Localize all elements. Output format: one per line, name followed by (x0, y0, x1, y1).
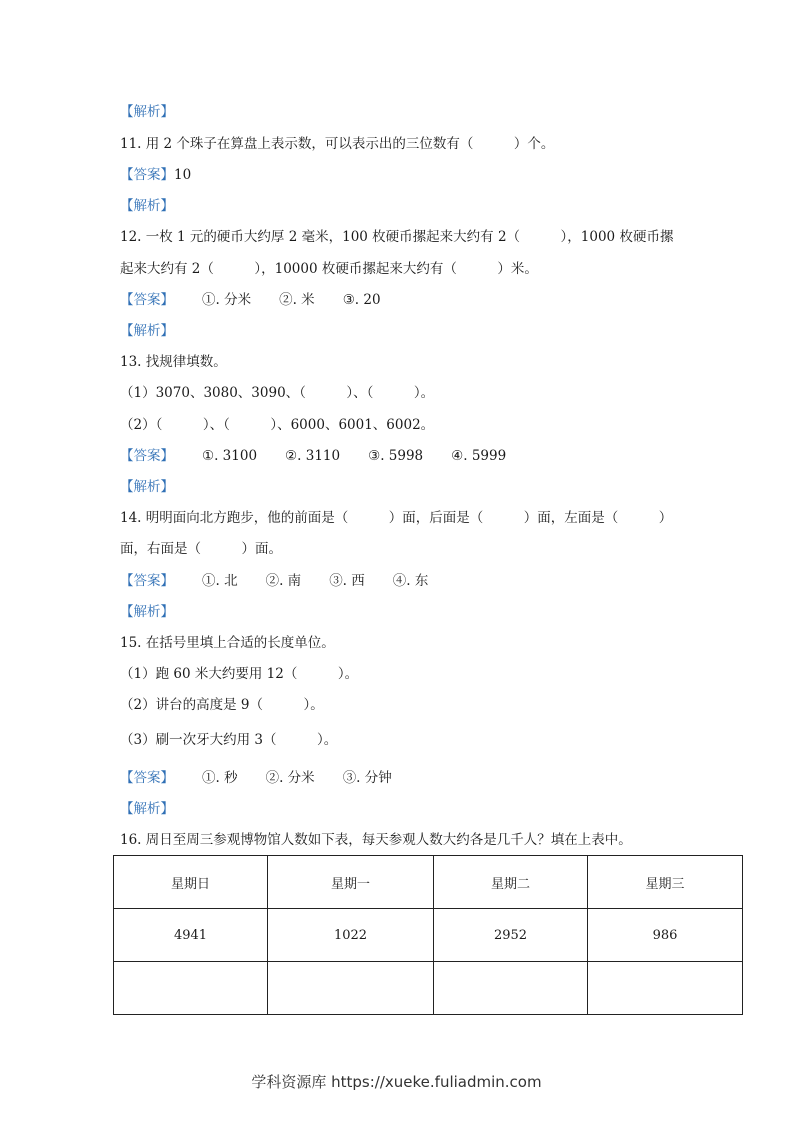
table-header-cell: 星期三 (588, 856, 743, 909)
analysis-label-q15: 【解析】 (120, 801, 174, 817)
table-cell: 986 (588, 909, 743, 962)
question-15-title: 15. 在括号里填上合适的长度单位。 (120, 635, 335, 651)
table-header-cell: 星期一 (268, 856, 434, 909)
table-header-row (114, 856, 743, 909)
table-header-cell: 星期日 (114, 856, 268, 909)
footer-watermark: 学科资源库 https://xueke.fuliadmin.com (251, 1073, 542, 1091)
visitor-table (113, 855, 743, 1015)
answer-option: ③. 分钟 (342, 770, 392, 786)
answer-value: 10 (174, 167, 192, 183)
question-11: 11. 用 2 个珠子在算盘上表示数，可以表示出的三位数有（ ）个。 (120, 136, 555, 152)
answer-option: ①. 3100 (202, 448, 258, 464)
answer-option: ③. 5998 (368, 448, 424, 464)
question-14-line1: 14. 明明面向北方跑步，他的前面是（ ）面，后面是（ ）面，左面是（ ） (120, 510, 673, 526)
table-cell-blank (434, 962, 588, 1015)
question-15-part2: （2）讲台的高度是 9（ ）。 (120, 697, 324, 713)
answer-option: ①. 秒 (202, 770, 238, 786)
question-12-line1: 12. 一枚 1 元的硬币大约厚 2 毫米，100 枚硬币摞起来大约有 2（ ），1000 枚硬币摞 (120, 229, 674, 245)
answer-q12 (120, 292, 381, 308)
table-header-cell: 星期二 (434, 856, 588, 909)
answer-label: 【答案】 (120, 167, 174, 183)
question-12-line2: 起来大约有 2（ ），10000 枚硬币摞起来大约有（ ）米。 (120, 261, 538, 277)
question-13-part2: （2）（ ）、（ ）、6000、6001、6002。 (120, 417, 435, 433)
table-cell-blank (268, 962, 434, 1015)
answer-label: 【答案】 (120, 292, 174, 308)
table-cell: 4941 (114, 909, 268, 962)
table-cell-blank (588, 962, 743, 1015)
answer-option: ④. 5999 (451, 448, 507, 464)
question-13-title: 13. 找规律填数。 (120, 354, 227, 370)
answer-q13 (120, 448, 506, 464)
table-row (114, 909, 743, 962)
table-cell-blank (114, 962, 268, 1015)
answer-option: ①. 分米 (202, 292, 252, 308)
answer-label: 【答案】 (120, 448, 174, 464)
analysis-label-q13: 【解析】 (120, 479, 174, 495)
answer-option: ③. 西 (329, 573, 365, 589)
answer-option: ②. 南 (265, 573, 302, 589)
analysis-label-q14: 【解析】 (120, 604, 174, 620)
table-cell: 2952 (434, 909, 588, 962)
answer-q15 (120, 770, 392, 786)
answer-option: ③. 20 (342, 292, 381, 308)
answer-q11 (120, 167, 191, 183)
question-15-part3: （3）刷一次牙大约用 3（ ）。 (120, 732, 338, 748)
analysis-label-q10: 【解析】 (120, 104, 174, 120)
question-16: 16. 周日至周三参观博物馆人数如下表，每天参观人数大约各是几千人？填在上表中。 (120, 832, 632, 848)
answer-option: ②. 米 (279, 292, 315, 308)
question-14-line2: 面，右面是（ ）面。 (120, 541, 282, 557)
analysis-label-q12: 【解析】 (120, 323, 174, 339)
analysis-label-q11: 【解析】 (120, 198, 174, 214)
question-13-part1: （1）3070、3080、3090、（ ）、（ ）。 (120, 385, 435, 401)
answer-option: ④. 东 (392, 573, 429, 589)
answer-label: 【答案】 (120, 770, 174, 786)
answer-q14 (120, 573, 428, 589)
answer-option: ②. 3110 (285, 448, 341, 464)
question-15-part1: （1）跑 60 米大约要用 12（ ）。 (120, 666, 359, 682)
answer-option: ①. 北 (202, 573, 238, 589)
answer-label: 【答案】 (120, 573, 174, 589)
table-row-blank (114, 962, 743, 1015)
table-cell: 1022 (268, 909, 434, 962)
answer-option: ②. 分米 (265, 770, 315, 786)
